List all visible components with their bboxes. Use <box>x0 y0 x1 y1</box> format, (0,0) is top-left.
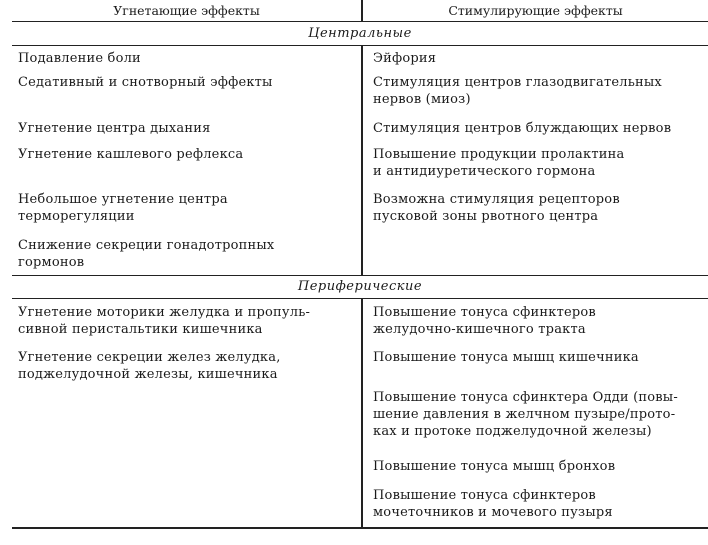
rule-table-bottom <box>12 527 708 529</box>
central-stimulant-item: Стимуляция центров глазодвигательных нервов (миоз) <box>373 75 662 107</box>
rule-under-peripheral-title <box>12 298 708 299</box>
header-stimulant-effects: Стимулирующие эффекты <box>448 3 623 18</box>
rule-above-peripheral-title <box>12 275 708 276</box>
central-depressant-item: Седативный и снотворный эффекты <box>18 75 273 90</box>
central-depressant-item: Угнетение кашлевого рефлекса <box>18 147 244 162</box>
header-divider <box>361 0 363 21</box>
central-column-divider <box>361 45 363 275</box>
peripheral-depressant-item: Угнетение моторики желудка и пропуль- сивной перистальтики кишечника <box>18 305 311 337</box>
peripheral-stimulant-item: Повышение тонуса сфинктера Одди (повы- шение давления в желчном пузыре/прото- ках и протоке поджелудочной железы) <box>373 390 678 439</box>
central-depressant-item: Угнетение центра дыхания <box>18 121 211 136</box>
central-depressant-item: Подавление боли <box>18 51 141 66</box>
central-stimulant-item: Эйфория <box>373 51 437 66</box>
section-title-peripheral: Периферические <box>297 279 423 294</box>
central-stimulant-item: Стимуляция центров блуждающих нервов <box>373 121 672 136</box>
rule-under-header <box>12 21 708 22</box>
central-stimulant-item: Возможна стимуляция рецепторов пусковой зоны рвотного центра <box>373 192 620 224</box>
rule-under-central-title <box>12 45 708 46</box>
section-title-central: Центральные <box>308 26 412 41</box>
peripheral-stimulant-item: Повышение тонуса сфинктеров желудочно-кишечного тракта <box>373 305 596 337</box>
peripheral-depressant-item: Угнетение секреции желез желудка, поджелудочной железы, кишечника <box>18 350 281 382</box>
central-depressant-item: Небольшое угнетение центра терморегуляции <box>18 192 228 224</box>
central-stimulant-item: Повышение продукции пролактина и антидиуретического гормона <box>373 147 625 179</box>
peripheral-stimulant-item: Повышение тонуса мышц бронхов <box>373 459 616 474</box>
peripheral-stimulant-item: Повышение тонуса мышц кишечника <box>373 350 639 365</box>
header-depressant-effects: Угнетающие эффекты <box>113 3 260 18</box>
peripheral-stimulant-item: Повышение тонуса сфинктеров мочеточников и мочевого пузыря <box>373 488 613 520</box>
peripheral-column-divider <box>361 298 363 527</box>
central-depressant-item: Снижение секреции гонадотропных гормонов <box>18 238 275 270</box>
